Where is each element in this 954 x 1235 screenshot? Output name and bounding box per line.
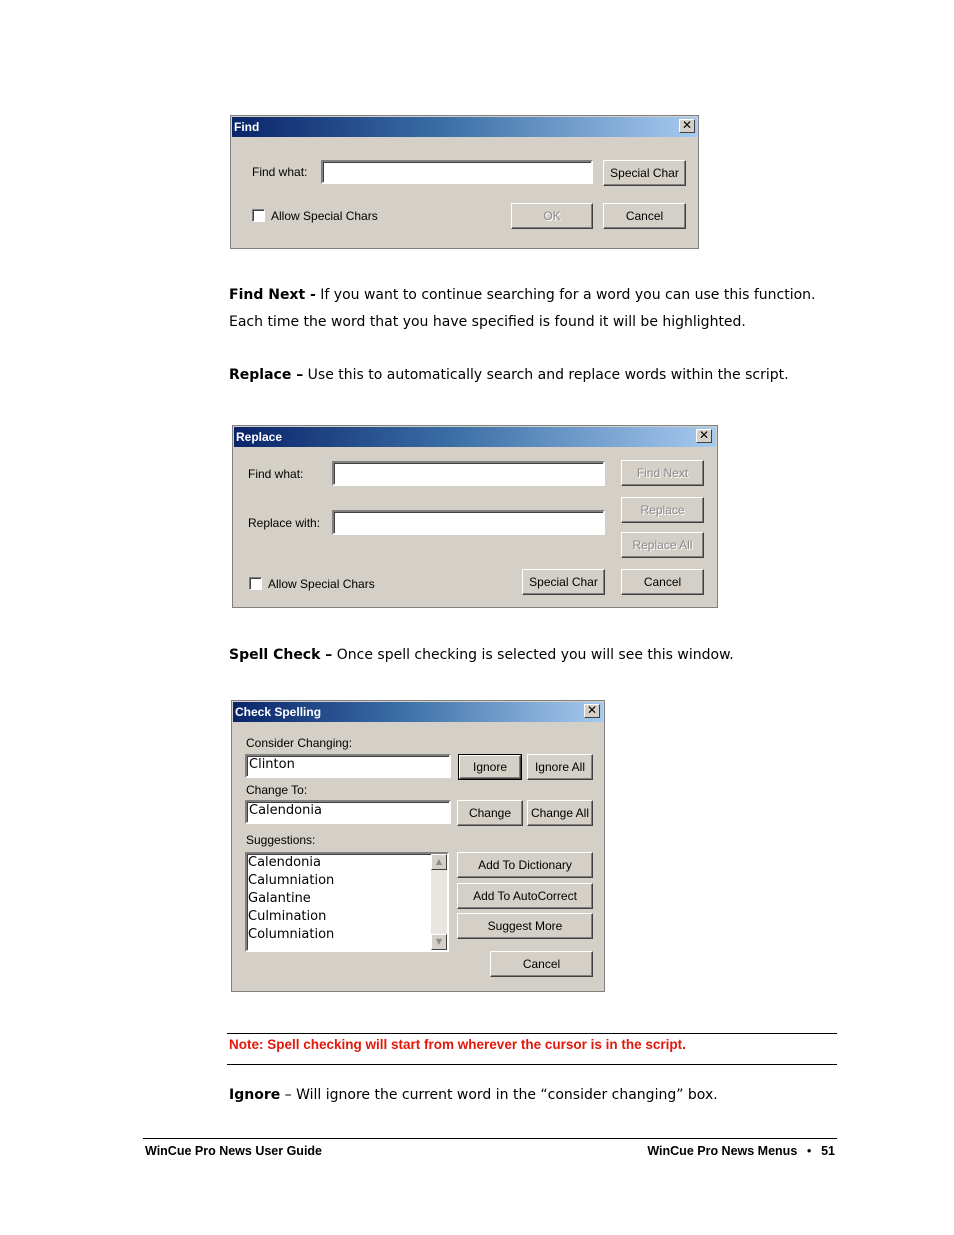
special-char-button[interactable]: Special Char — [603, 160, 686, 186]
suggestions-label: Suggestions: — [246, 833, 316, 847]
spell-check-text: Once spell checking is selected you will see this window. — [332, 647, 734, 663]
replace-term: Replace – — [229, 367, 304, 383]
find-next-line2: Each time the word that you have specified is found it will be highlighted. — [229, 314, 746, 330]
spell-check-paragraph — [229, 642, 839, 669]
ignore-button[interactable]: Ignore — [459, 755, 521, 779]
footer-rule — [143, 1138, 837, 1139]
footer-left: WinCue Pro News User Guide — [145, 1144, 323, 1158]
note-top-rule — [227, 1033, 837, 1034]
allow-special-chars-checkbox[interactable] — [252, 209, 265, 222]
page-number: 51 — [821, 1144, 835, 1158]
replace-with-label: Replace with: — [248, 516, 321, 530]
cancel-button[interactable]: Cancel — [621, 569, 704, 595]
replace-dialog-titlebar — [234, 427, 716, 447]
list-item[interactable]: Calendonia — [248, 855, 321, 870]
bullet-icon: ● — [806, 1146, 812, 1155]
close-icon[interactable]: ✕ — [679, 119, 695, 133]
replace-button[interactable]: Replace — [621, 497, 704, 523]
consider-changing-field[interactable]: Clinton — [245, 754, 451, 778]
footer-right — [647, 1144, 835, 1158]
note-text: Note: Spell checking will start from wherever the cursor is in the script. — [229, 1037, 686, 1052]
ignore-text: – Will ignore the current word in the “consider changing” box. — [280, 1087, 718, 1103]
replace-dialog — [232, 425, 718, 608]
check-spelling-title: Check Spelling — [235, 705, 322, 719]
suggestions-scrollbar[interactable] — [431, 854, 447, 950]
find-what-label: Find what: — [248, 467, 304, 481]
find-what-label: Find what: — [252, 165, 308, 179]
change-to-field[interactable]: Calendonia — [245, 800, 451, 824]
allow-special-chars-label: Allow Special Chars — [268, 577, 375, 591]
allow-special-chars-checkbox[interactable] — [249, 577, 262, 590]
change-all-button[interactable]: Change All — [527, 800, 593, 826]
scroll-up-icon[interactable]: ▲ — [431, 854, 447, 870]
ok-button[interactable]: OK — [511, 203, 593, 229]
replace-with-input[interactable] — [332, 510, 605, 535]
change-button[interactable]: Change — [457, 800, 523, 826]
allow-special-chars-label: Allow Special Chars — [271, 209, 378, 223]
replace-dialog-title: Replace — [236, 430, 283, 444]
list-item[interactable]: Galantine — [248, 891, 311, 906]
close-icon[interactable]: ✕ — [584, 704, 600, 718]
change-to-label: Change To: — [246, 783, 308, 797]
scroll-down-icon[interactable]: ▼ — [431, 934, 447, 950]
note-bottom-rule — [227, 1064, 837, 1065]
footer-section: WinCue Pro News Menus — [647, 1144, 798, 1158]
find-next-line1: If you want to continue searching for a word you can use this function. — [315, 287, 816, 303]
add-to-autocorrect-button[interactable]: Add To AutoCorrect — [457, 883, 593, 909]
check-spelling-titlebar — [233, 702, 603, 722]
find-next-button[interactable]: Find Next — [621, 460, 704, 486]
check-spelling-dialog — [231, 700, 605, 992]
consider-changing-label: Consider Changing: — [246, 736, 353, 750]
replace-all-button[interactable]: Replace All — [621, 532, 704, 558]
suggest-more-button[interactable]: Suggest More — [457, 913, 593, 939]
find-next-term: Find Next - — [229, 287, 316, 303]
special-char-button[interactable]: Special Char — [522, 569, 605, 595]
find-next-paragraph — [229, 282, 839, 336]
replace-text: Use this to automatically search and replace words within the script. — [303, 367, 789, 383]
find-dialog — [230, 115, 699, 249]
find-what-input[interactable] — [321, 160, 593, 184]
list-item[interactable]: Calumniation — [248, 873, 335, 888]
ignore-all-button[interactable]: Ignore All — [527, 754, 593, 780]
cancel-button[interactable]: Cancel — [490, 951, 593, 977]
replace-paragraph — [229, 362, 839, 389]
cancel-button[interactable]: Cancel — [603, 203, 686, 229]
suggestions-list[interactable] — [245, 852, 449, 952]
spell-check-term: Spell Check – — [229, 647, 333, 663]
find-what-input[interactable] — [332, 461, 605, 486]
close-icon[interactable]: ✕ — [696, 429, 712, 443]
list-item[interactable]: Columniation — [248, 927, 335, 942]
list-item[interactable]: Culmination — [248, 909, 327, 924]
ignore-term: Ignore — [229, 1087, 281, 1103]
find-dialog-titlebar — [232, 117, 697, 137]
find-dialog-title: Find — [234, 120, 260, 134]
ignore-paragraph — [229, 1082, 839, 1109]
add-to-dictionary-button[interactable]: Add To Dictionary — [457, 852, 593, 878]
